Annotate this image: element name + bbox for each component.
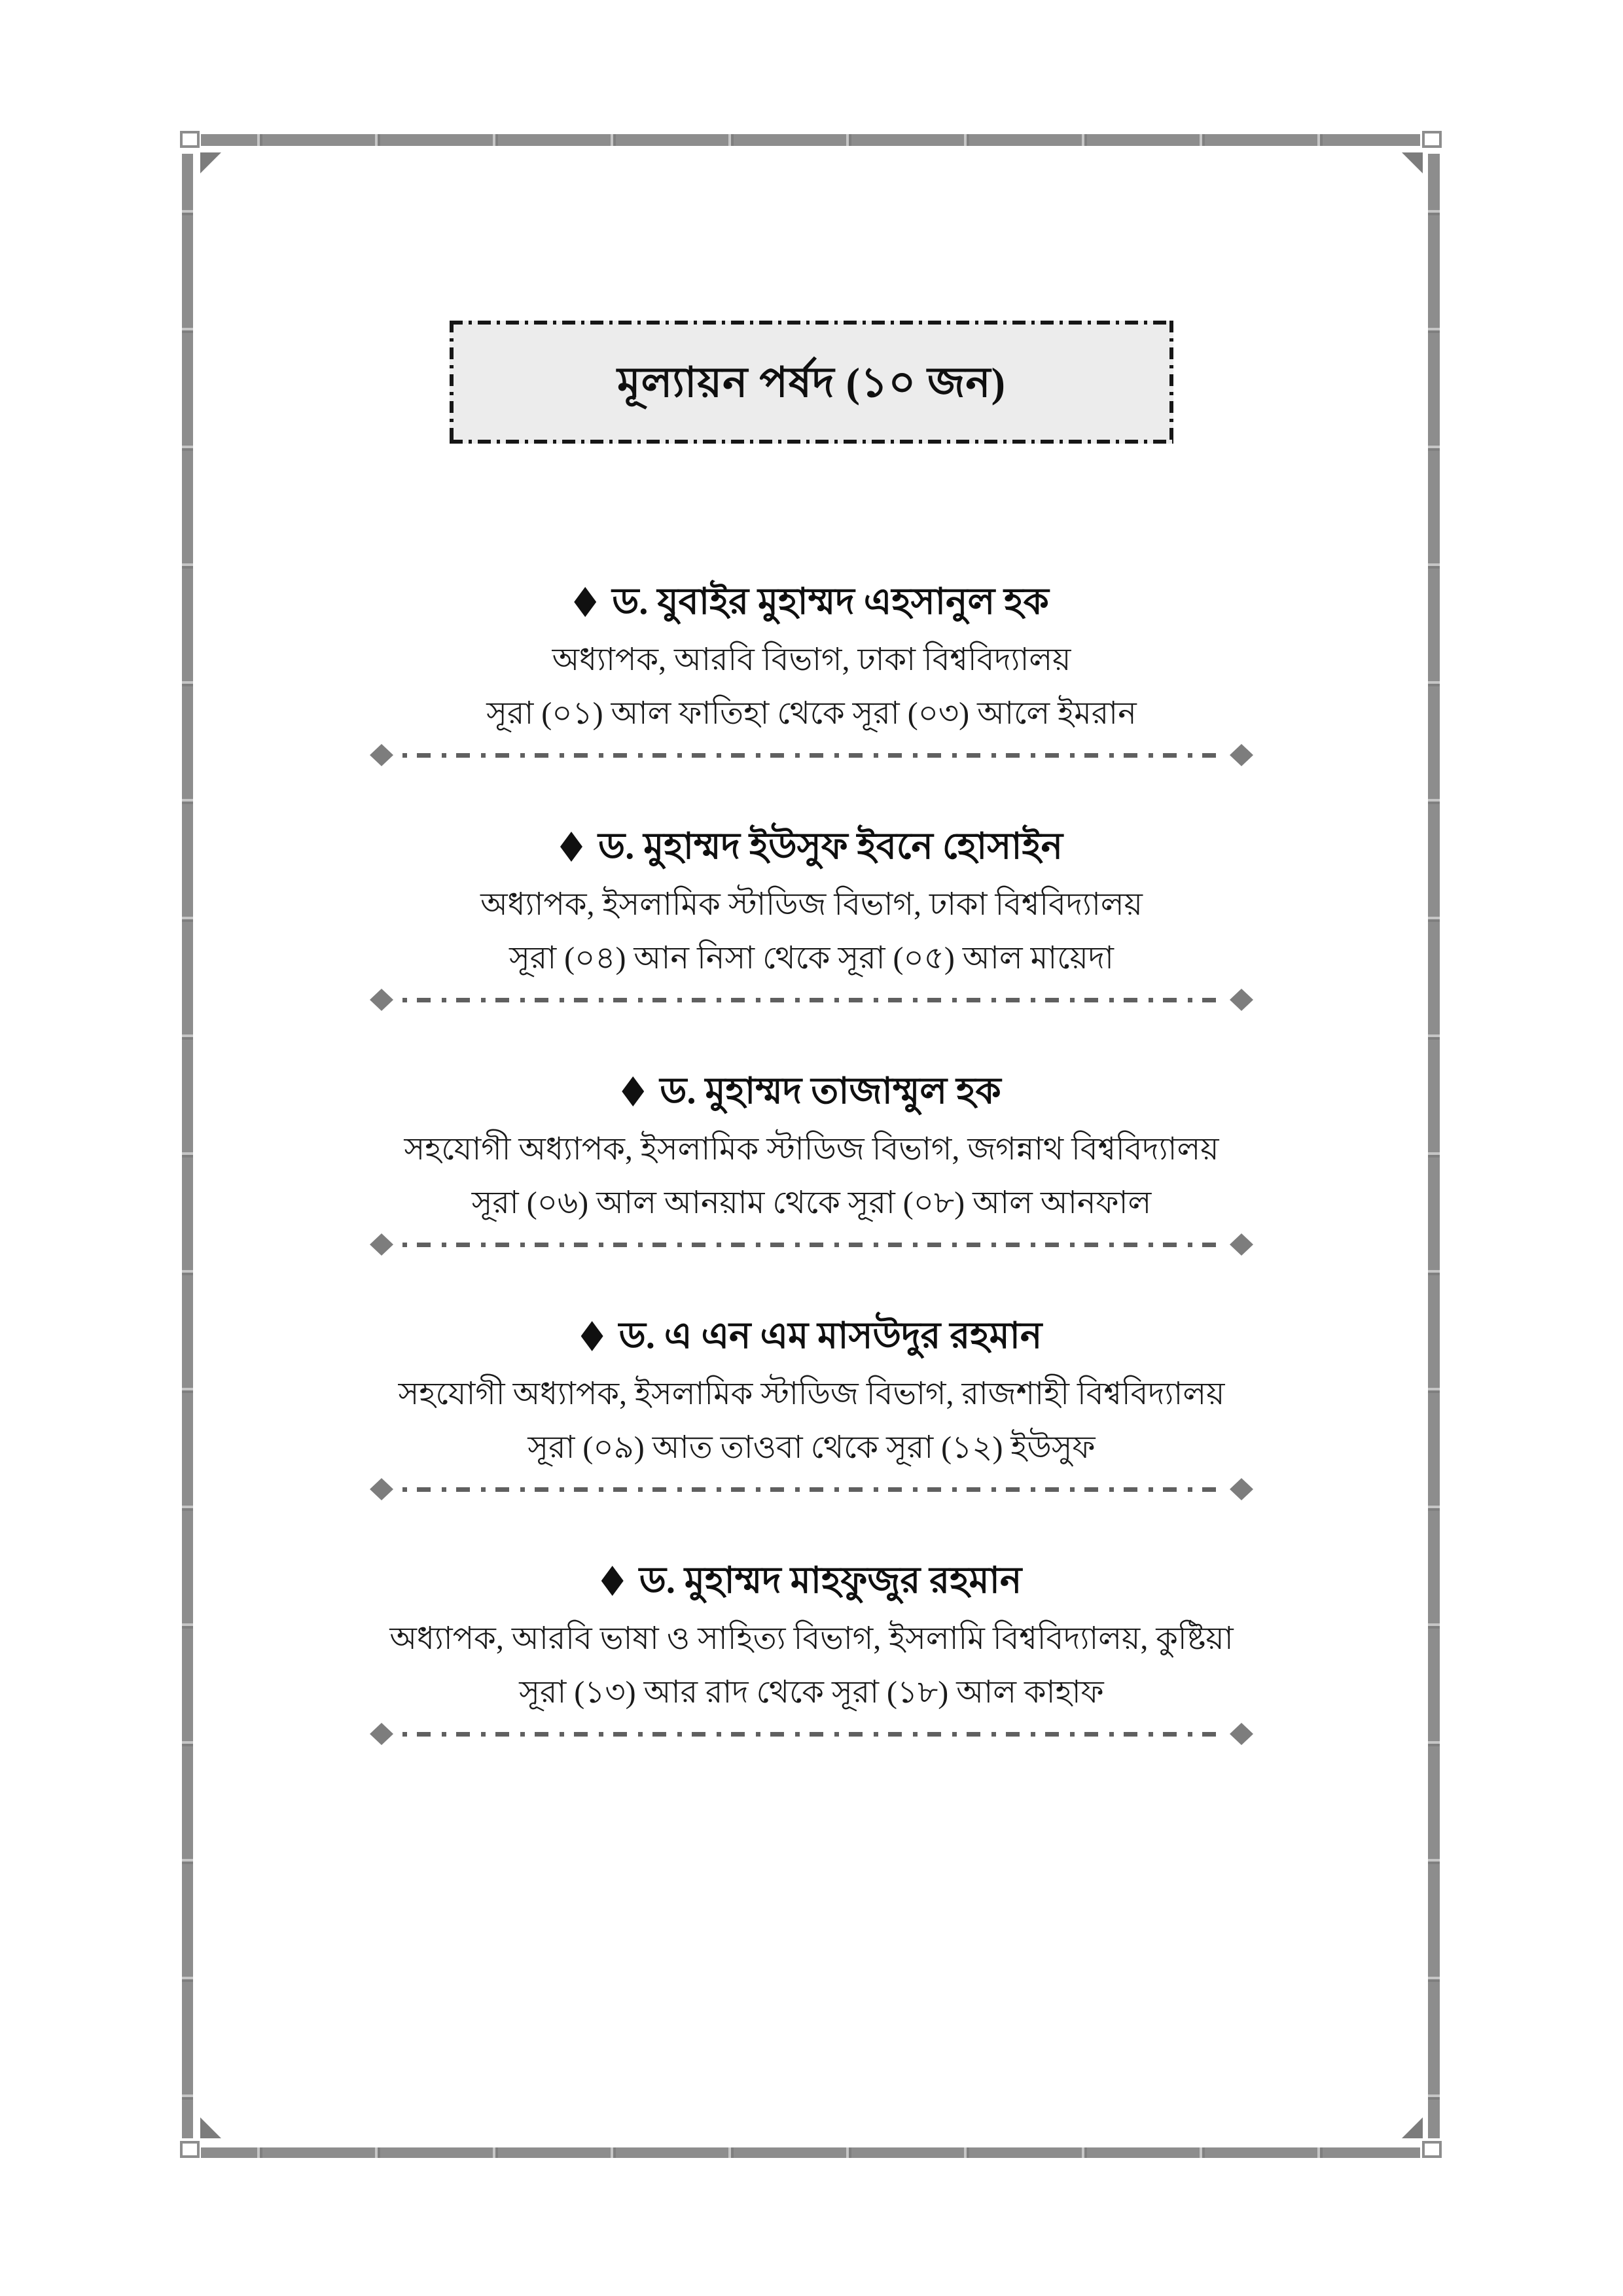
divider-diamond-icon (1230, 1478, 1253, 1500)
diamond-bullet-icon (581, 1321, 603, 1351)
member-name-row (601, 1549, 1022, 1612)
member-name-row (581, 1305, 1043, 1368)
member-name-row (560, 815, 1063, 878)
page-border-top (201, 134, 1420, 146)
diamond-bullet-icon (622, 1076, 644, 1106)
divider-diamond-icon (370, 744, 393, 766)
member-entry (190, 815, 1433, 1060)
member-name: ড. মুহাম্মদ তাজাম্মুল হক (660, 1071, 1001, 1112)
member-sura-range: সূরা (০৯) আত তাওবা থেকে সূরা (১২) ইউসুফ (527, 1430, 1096, 1465)
member-sura-range: সূরা (০১) আল ফাতিহা থেকে সূরা (০৩) আলে ইমরান (486, 696, 1137, 731)
divider-diamond-icon (1230, 1233, 1253, 1256)
diamond-bullet-icon (601, 1566, 624, 1596)
member-name-row (622, 1060, 1001, 1123)
entry-divider (370, 1721, 1253, 1747)
divider-diamond-icon (370, 1233, 393, 1256)
title-box (450, 321, 1173, 444)
member-name-row (574, 571, 1049, 633)
member-name: ড. এ এন এম মাসউদুর রহমান (618, 1316, 1043, 1356)
member-list (190, 571, 1433, 1794)
member-designation: অধ্যাপক, আরবি বিভাগ, ঢাকা বিশ্ববিদ্যালয় (552, 643, 1071, 677)
member-designation: সহযোগী অধ্যাপক, ইসলামিক স্টাডিজ বিভাগ, রাজশাহী বিশ্ববিদ্যালয় (398, 1377, 1225, 1411)
corner-triangle-icon (200, 2117, 221, 2138)
member-entry (190, 1549, 1433, 1794)
member-entry (190, 1305, 1433, 1549)
corner-notch-top-right (1422, 131, 1442, 148)
divider-diamond-icon (1230, 744, 1253, 766)
diamond-bullet-icon (560, 832, 582, 862)
divider-diamond-icon (370, 989, 393, 1011)
divider-diamond-icon (370, 1723, 393, 1745)
member-entry (190, 571, 1433, 815)
divider-dashed-line (402, 1243, 1221, 1247)
page-title: মূল্যায়ন পর্ষদ (১০ জন) (617, 359, 1006, 406)
entry-divider (370, 1476, 1253, 1502)
page-border-bottom (201, 2147, 1420, 2158)
divider-diamond-icon (1230, 989, 1253, 1011)
member-designation: অধ্যাপক, ইসলামিক স্টাডিজ বিভাগ, ঢাকা বিশ্ববিদ্যালয় (480, 887, 1143, 922)
corner-notch-bottom-left (180, 2141, 200, 2158)
divider-dashed-line (402, 753, 1221, 758)
member-name: ড. মুহাম্মদ মাহফুজুর রহমান (639, 1561, 1022, 1601)
corner-triangle-icon (200, 152, 221, 173)
member-name: ড. যুবাইর মুহাম্মদ এহসানুল হক (612, 582, 1049, 622)
diamond-bullet-icon (574, 587, 596, 617)
divider-dashed-line (402, 998, 1221, 1002)
member-sura-range: সূরা (১৩) আর রাদ থেকে সূরা (১৮) আল কাহাফ (519, 1675, 1104, 1710)
divider-diamond-icon (370, 1478, 393, 1500)
member-entry (190, 1060, 1433, 1305)
corner-triangle-icon (1402, 152, 1423, 173)
divider-dashed-line (402, 1732, 1221, 1737)
member-sura-range: সূরা (০৬) আল আনয়াম থেকে সূরা (০৮) আল আনফাল (471, 1186, 1152, 1220)
title-box-border-top (450, 321, 1173, 325)
corner-notch-bottom-right (1422, 2141, 1442, 2158)
entry-divider (370, 742, 1253, 768)
member-sura-range: সূরা (০৪) আন নিসা থেকে সূরা (০৫) আল মায়েদা (509, 941, 1114, 976)
title-box-border-bottom (450, 440, 1173, 444)
divider-diamond-icon (1230, 1723, 1253, 1745)
entry-divider (370, 987, 1253, 1013)
member-designation: সহযোগী অধ্যাপক, ইসলামিক স্টাডিজ বিভাগ, জগন্নাথ বিশ্ববিদ্যালয় (404, 1132, 1219, 1167)
corner-notch-top-left (180, 131, 200, 148)
title-box-border-right (1169, 321, 1173, 444)
divider-dashed-line (402, 1487, 1221, 1492)
member-designation: অধ্যাপক, আরবি ভাষা ও সাহিত্য বিভাগ, ইসলামি বিশ্ববিদ্যালয়, কুষ্টিয়া (389, 1621, 1234, 1656)
corner-triangle-icon (1402, 2117, 1423, 2138)
member-name: ড. মুহাম্মদ ইউসুফ ইবনে হোসাইন (597, 826, 1063, 867)
title-box-border-left (450, 321, 454, 444)
entry-divider (370, 1231, 1253, 1258)
